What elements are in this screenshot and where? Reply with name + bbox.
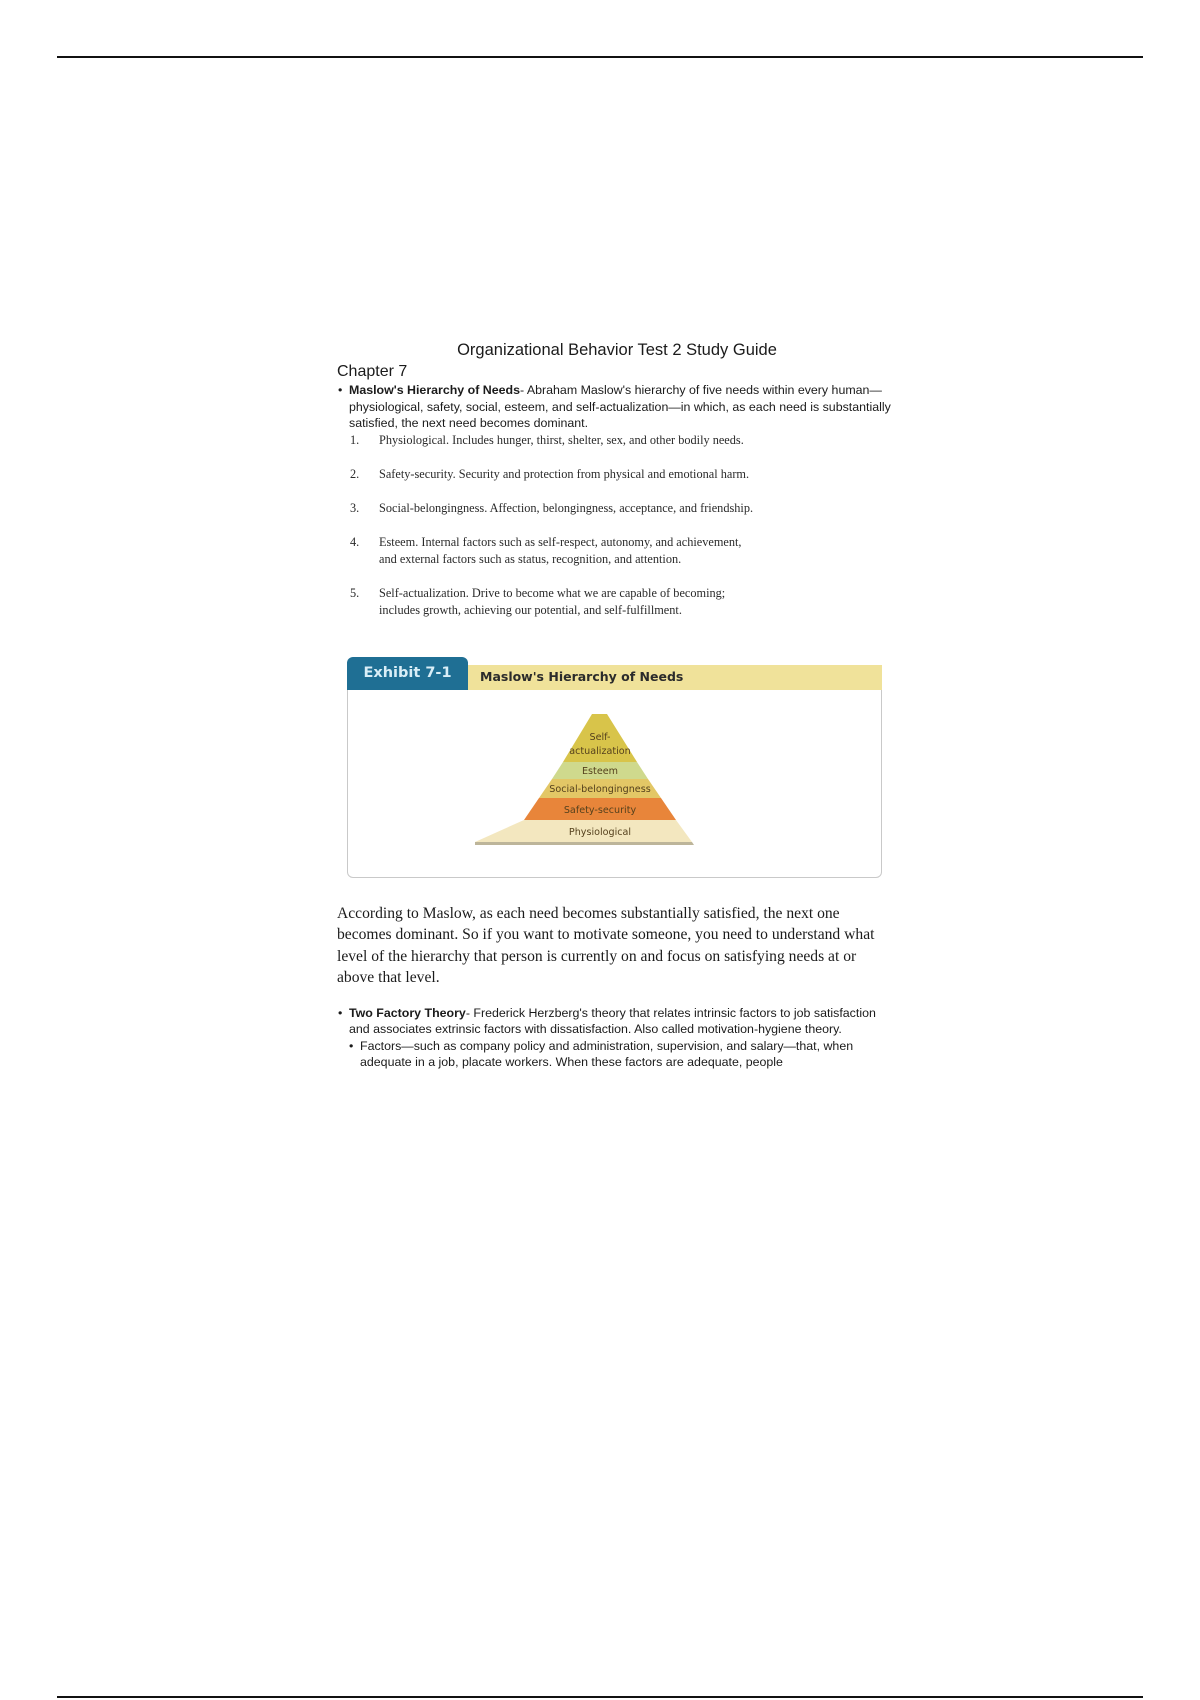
top-rule — [57, 56, 1143, 58]
chapter-heading: Chapter 7 — [337, 363, 408, 380]
level-label: actualization — [569, 745, 631, 757]
level-label: Safety-security — [563, 804, 637, 816]
two-factor-definition: - Frederick Herzberg's theory that relates intrinsic factors to job satisfaction and associates extrinsic factors with dissatisfaction. Also called motivation-hygiene theory. — [349, 1005, 876, 1036]
maslow-summary-paragraph: According to Maslow, as each need becomes substantially satisfied, the next one becomes dominant. So if you want to motivate someone, you need to understand what level of the hierarchy that person is currently on and focus on satisfying needs at or above that level. — [337, 904, 875, 986]
document-page — [337, 340, 897, 1071]
two-factor-sub-text: Factors—such as company policy and administration, supervision, and salary—that, when adequate in a job, placate workers. When these factors are adequate, people — [360, 1038, 854, 1069]
list-item: 2. Safety-security. Security and protection from physical and emotional harm. — [350, 466, 750, 481]
level-label: Self- — [589, 731, 611, 743]
pyramid-shadow — [475, 842, 694, 845]
two-factor-sub-bullet — [337, 1038, 897, 1071]
list-item: 3. Social-belongingness. Affection, belongingness, acceptance, and friendship. — [350, 500, 754, 515]
list-item: 4. Esteem. Internal factors such as self-respect, autonomy, and achievement, and external factors such as status, recognition, and attention. — [350, 534, 742, 566]
bullet-icon: • — [338, 383, 343, 397]
maslow-definition: - Abraham Maslow's hierarchy of five needs within every human—physiological, safety, social, esteem, and self-actualization—in which, as each need is substantially satisfied, the next need becomes dominant. — [349, 383, 891, 430]
list-item: 5. Self-actualization. Drive to become what we are capable of becoming; includes growth, achieving our potential, and self-fulfillment. — [350, 585, 726, 617]
exhibit-heading: Maslow's Hierarchy of Needs — [480, 668, 684, 684]
maslow-bullet — [337, 382, 897, 432]
maslow-pyramid — [347, 657, 882, 877]
bullet-icon: • — [338, 1005, 343, 1020]
exhibit-tab: Exhibit 7-1 — [347, 657, 468, 690]
needs-list — [337, 432, 897, 619]
list-item: 1. Physiological. Includes hunger, thirst, shelter, sex, and other bodily needs. — [350, 432, 744, 447]
page-title: Organizational Behavior Test 2 Study Guide — [457, 341, 777, 359]
bottom-rule — [57, 1696, 1143, 1698]
level-label: Esteem — [582, 765, 618, 777]
maslow-term: Maslow's Hierarchy of Needs — [349, 383, 520, 397]
exhibit-figure — [347, 657, 882, 877]
bullet-icon: • — [349, 1038, 354, 1053]
two-factor-bullet — [337, 1005, 897, 1038]
level-label: Social-belongingness — [549, 783, 651, 795]
two-factor-term: Two Factory Theory — [349, 1005, 466, 1020]
level-label: Physiological — [568, 826, 632, 838]
